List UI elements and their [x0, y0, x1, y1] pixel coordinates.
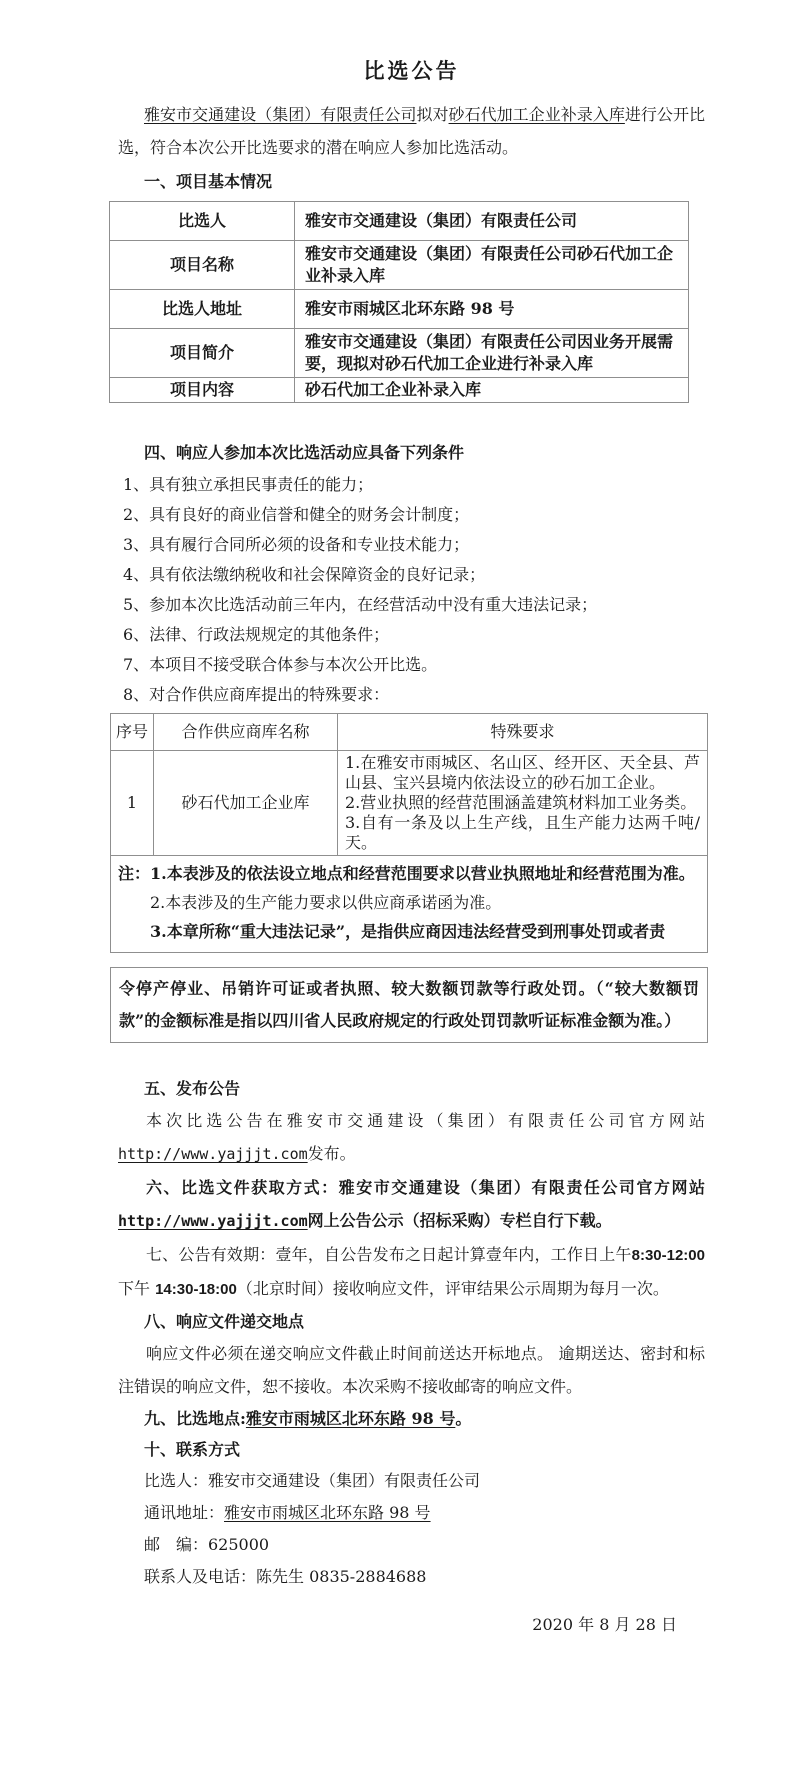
publish-date: 2020 年 8 月 28 日: [532, 1615, 677, 1634]
row-special-requirements: [338, 751, 708, 856]
list-item: 3、具有履行合同所必须的设备和专业技术能力；: [123, 535, 470, 554]
requirement-item: 2.营业执照的经营范围涵盖建筑材料加工业务类。: [345, 793, 697, 812]
supplier-requirements-table: [110, 713, 708, 953]
contact-address-value: 雅安市雨城区北环东路 98 号: [224, 1503, 431, 1522]
intro-company-name: 雅安市交通建设（集团）有限责任公司: [144, 105, 417, 124]
section5-text-end: 发布。: [307, 1144, 356, 1163]
condition-list: [118, 470, 705, 710]
requirement-item: 1.在雅安市雨城区、名山区、经开区、天全县、芦山县、宝兴县境内依法设立的砂石加工企业。: [345, 753, 700, 792]
section6-paragraph: [118, 1171, 705, 1238]
section8-heading: 八、响应文件递交地点: [144, 1312, 305, 1331]
note-item: 注：1.本表涉及的依法设立地点和经营范围要求以营业执照地址和经营范围为准。: [118, 864, 695, 883]
list-item: 5、参加本次比选活动前三年内，在经营活动中没有重大违法记录；: [123, 595, 598, 614]
website-link[interactable]: http://www.yajjjt.com: [118, 1212, 308, 1230]
row-library-name: 砂石代加工企业库: [154, 751, 338, 856]
list-item: 4、具有依法缴纳税收和社会保障资金的良好记录；: [123, 565, 486, 584]
list-item: 7、本项目不接受联合体参与本次公开比选。: [123, 655, 438, 674]
section7-mid-text: 下午: [118, 1279, 156, 1298]
section4-heading: 四、响应人参加本次比选活动应具备下列条件: [144, 443, 465, 462]
row-value: 雅安市交通建设（集团）有限责任公司因业务开展需要，现拟对砂石代加工企业进行补录入库: [295, 329, 689, 378]
list-item: 2、具有良好的商业信誉和健全的财务会计制度；: [123, 505, 470, 524]
intro-project-name: 砂石代加工企业补录入库: [448, 105, 625, 124]
table-row: [110, 329, 689, 378]
contact-phone-line: 联系人及电话：陈先生 0835-2884688: [144, 1567, 427, 1586]
table-row: [110, 202, 689, 241]
table-header-row: [111, 714, 708, 751]
row-label: 比选人地址: [110, 290, 295, 329]
row-label: 比选人: [110, 202, 295, 241]
section6-text-end: 网上公告公示（招标采购）专栏自行下载。: [307, 1211, 612, 1230]
row-value: 砂石代加工企业补录入库: [295, 378, 689, 403]
section10-heading: 十、联系方式: [144, 1440, 241, 1459]
section9-line: [118, 1403, 705, 1434]
section9-label: 九、比选地点:: [144, 1409, 246, 1428]
row-value: 雅安市交通建设（集团）有限责任公司砂石代加工企业补录入库: [295, 241, 689, 290]
section5-paragraph: [118, 1104, 705, 1171]
section7-text-end: （北京时间）接收响应文件，评审结果公示周期为每月一次。: [236, 1279, 669, 1298]
row-value: 雅安市雨城区北环东路 98 号: [295, 290, 689, 329]
afternoon-hours: 14:30-18:00: [155, 1281, 237, 1298]
table-notes-row: [111, 856, 708, 953]
project-info-table: [109, 201, 689, 403]
note-item: 3.本章所称“重大违法记录”，是指供应商因违法经营受到刑事处罚或者责: [150, 922, 666, 941]
column-header-no: 序号: [111, 714, 154, 751]
morning-hours: 8:30-12:00: [631, 1247, 705, 1264]
table-notes-cell: [111, 856, 708, 953]
note-item: 2.本表涉及的生产能力要求以供应商承诺函为准。: [150, 893, 502, 912]
contact-block: [118, 1465, 705, 1593]
table-row: [110, 378, 689, 403]
list-item: 1、具有独立承担民事责任的能力；: [123, 475, 374, 494]
contact-company-line: 比选人：雅安市交通建设（集团）有限责任公司: [144, 1471, 481, 1490]
intro-mid-text: 拟对: [416, 105, 449, 124]
section8-paragraph: 响应文件必须在递交响应文件截止时间前送达开标地点。 逾期送达、密封和标注错误的响应文件，恕不接收。本次采购不接收邮寄的响应文件。: [118, 1344, 705, 1396]
row-serial-number: 1: [111, 751, 154, 856]
list-item: 8、对合作供应商库提出的特殊要求：: [123, 685, 390, 704]
website-link[interactable]: http://www.yajjjt.com: [118, 1145, 308, 1163]
section6-text: 六、比选文件获取方式：雅安市交通建设（集团）有限责任公司官方网站: [146, 1178, 705, 1197]
column-header-requirements: 特殊要求: [338, 714, 708, 751]
column-header-name: 合作供应商库名称: [154, 714, 338, 751]
list-item: 6、法律、行政法规规定的其他条件；: [123, 625, 390, 644]
intro-rest-text: 进行公开比选，符合本次公开比选要求的潜在响应人参加比选活动。: [118, 105, 705, 157]
section1-heading: 一、项目基本情况: [144, 172, 273, 191]
requirement-item: 3.自有一条及以上生产线，且生产能力达两千吨/天。: [345, 813, 700, 852]
row-label: 项目简介: [110, 329, 295, 378]
intro-paragraph: [118, 98, 705, 164]
table-row: [110, 290, 689, 329]
table-row: [111, 751, 708, 856]
row-value: 雅安市交通建设（集团）有限责任公司: [295, 202, 689, 241]
row-label: 项目名称: [110, 241, 295, 290]
note-continuation-box: 令停产停业、吊销许可证或者执照、较大数额罚款等行政处罚。（“较大数额罚款”的金额标准是指以四川省人民政府规定的行政处罚罚款听证标准金额为准。）: [110, 967, 708, 1043]
table-row: [110, 241, 689, 290]
page-title: 比选公告: [363, 58, 460, 83]
section7-paragraph: [118, 1238, 705, 1306]
contact-address-label: 通讯地址：: [144, 1503, 225, 1522]
contact-address-line: [118, 1497, 705, 1529]
section5-text: 本次比选公告在雅安市交通建设（集团）有限责任公司官方网站: [146, 1111, 705, 1130]
section7-text: 七、公告有效期：壹年，自公告发布之日起计算壹年内，工作日上午: [146, 1245, 632, 1264]
section5-heading: 五、发布公告: [144, 1079, 241, 1098]
row-label: 项目内容: [110, 378, 295, 403]
section9-period: 。: [455, 1409, 472, 1428]
contact-postcode-line: 邮 编：625000: [144, 1535, 270, 1554]
bid-location-address: 雅安市雨城区北环东路 98 号: [245, 1409, 456, 1428]
